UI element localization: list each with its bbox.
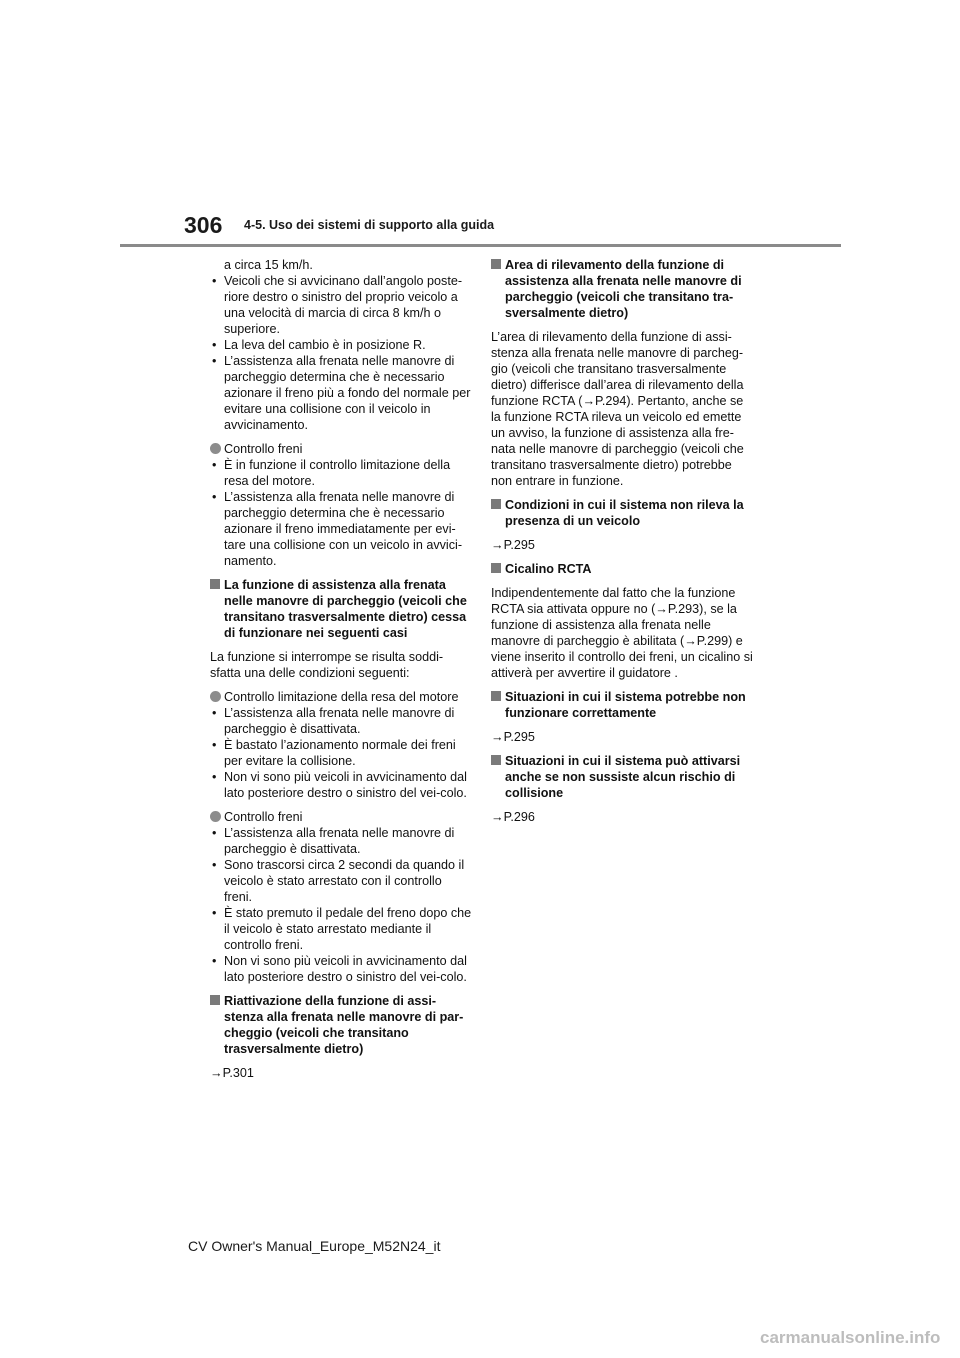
false-activation-heading bbox=[491, 753, 753, 801]
list-item bbox=[210, 905, 472, 953]
reactivation-heading-text: Riattivazione della funzione di assi-stenza alla frenata nelle manovre di par-cheggio (veicoli che transitano trasversalmente dietro) bbox=[224, 994, 464, 1056]
false-activation-heading-text: Situazioni in cui il sistema può attivarsi anche se non sussiste alcun rischio di collisione bbox=[505, 754, 741, 800]
section-title: 4-5. Uso dei sistemi di supporto alla guida bbox=[244, 218, 495, 232]
list-item-text: L’assistenza alla frenata nelle manovre di parcheggio determina che è necessario azionare il freno immediatamente per evi-tare una collisione con un veicolo in avvici-namento. bbox=[224, 490, 463, 568]
page-reference: →P.295 bbox=[491, 730, 535, 744]
buzzer-paragraph: Indipendentemente dal fatto che la funzione RCTA sia attivata oppure no (→P.293), se la funzione di assistenza alla frenata nelle manovre di parcheggio è abilitata (→P.299) e viene inserito il controllo dei freni, un cicalino si attiverà per avvertire il guidatore . bbox=[491, 586, 753, 680]
brake-control-block bbox=[210, 441, 472, 569]
reactivation-heading bbox=[210, 993, 472, 1057]
list-item bbox=[210, 337, 472, 353]
malfunction-heading-text: Situazioni in cui il sistema potrebbe non funzionare correttamente bbox=[505, 690, 746, 720]
square-bullet-icon bbox=[491, 259, 501, 269]
list-item-text: Non vi sono più veicoli in avvicinamento dal lato posteriore destro o sinistro del vei-colo. bbox=[224, 954, 467, 984]
bullet-marker: • bbox=[212, 954, 217, 968]
intro-block bbox=[210, 257, 472, 433]
no-detect-heading bbox=[491, 497, 753, 529]
list-item-text: La leva del cambio è in posizione R. bbox=[224, 338, 426, 352]
bullet-marker: • bbox=[212, 858, 217, 872]
circle-bullet-icon bbox=[210, 691, 221, 702]
stop-heading bbox=[210, 577, 472, 641]
bullet-marker: • bbox=[212, 354, 217, 368]
bullet-marker: • bbox=[212, 458, 217, 472]
bullet-marker: • bbox=[212, 906, 217, 920]
square-bullet-icon bbox=[491, 563, 501, 573]
bullet-marker: • bbox=[212, 826, 217, 840]
list-item bbox=[210, 705, 472, 737]
brake-control-2-text: Controllo freni bbox=[224, 810, 303, 824]
list-item-text: È stato premuto il pedale del freno dopo che il veicolo è stato arrestato mediante il controllo freni. bbox=[224, 906, 472, 952]
circle-bullet-icon bbox=[210, 443, 221, 454]
list-item-text: Non vi sono più veicoli in avvicinamento dal lato posteriore destro o sinistro del vei-colo. bbox=[224, 770, 467, 800]
list-item bbox=[210, 825, 472, 857]
engine-limit-text: Controllo limitazione della resa del motore bbox=[224, 690, 459, 704]
bullet-marker: • bbox=[212, 338, 217, 352]
list-item-text: È in funzione il controllo limitazione della resa del motore. bbox=[224, 458, 451, 488]
detection-paragraph: L’area di rilevamento della funzione di assi-stenza alla frenata nelle manovre di parcheg-gio (veicoli che transitano trasversalmente dietro) differisce dall’area di rilevamento della funzione RCTA (→P.294). Pertanto, anche se la funzione RCTA rileva un veicolo ed emette un avviso, la funzione di assistenza alla fre-nata nelle manovre di parcheggio (veicoli che transitano trasversalmente dietro) potrebbe non entrare in funzione. bbox=[491, 330, 744, 488]
square-bullet-icon bbox=[210, 995, 220, 1005]
list-item bbox=[210, 353, 472, 433]
square-bullet-icon bbox=[491, 755, 501, 765]
brake-control-2-block bbox=[210, 809, 472, 985]
header-rule bbox=[120, 244, 841, 247]
engine-limit-label bbox=[210, 689, 472, 705]
malfunction-heading bbox=[491, 689, 753, 721]
page-number: 306 bbox=[184, 212, 223, 238]
brake-control-label bbox=[210, 441, 472, 457]
list-item bbox=[210, 953, 472, 985]
list-item-text: È bastato l’azionamento normale dei freni per evitare la collisione. bbox=[224, 738, 456, 768]
buzzer-heading-text: Cicalino RCTA bbox=[505, 562, 592, 576]
square-bullet-icon bbox=[491, 499, 501, 509]
list-item-text: L’assistenza alla frenata nelle manovre di parcheggio è disattivata. bbox=[224, 706, 455, 736]
square-bullet-icon bbox=[491, 691, 501, 701]
engine-limit-block bbox=[210, 689, 472, 801]
detection-heading-text: Area di rilevamento della funzione di assistenza alla frenata nelle manovre di parcheggio (veicoli che transitano tra-sversalmente dietro) bbox=[505, 258, 742, 320]
list-item bbox=[210, 769, 472, 801]
list-item bbox=[210, 273, 472, 337]
footer-manual-name: CV Owner's Manual_Europe_M52N24_it bbox=[188, 1238, 441, 1254]
page-reference: →P.296 bbox=[491, 810, 535, 824]
list-item-text: Veicoli che si avvicinano dall’angolo poste-riore destro o sinistro del proprio veicolo a una velocità di marcia di circa 8 km/h o superiore. bbox=[224, 274, 463, 336]
list-item-text: L’assistenza alla frenata nelle manovre di parcheggio è disattivata. bbox=[224, 826, 455, 856]
list-item-text: L’assistenza alla frenata nelle manovre di parcheggio determina che è necessario azionare il freno più a fondo del normale per evitare una collisione con il veicolo in avvicinamento. bbox=[224, 354, 471, 432]
list-item bbox=[210, 489, 472, 569]
circle-bullet-icon bbox=[210, 811, 221, 822]
brake-control-2-label bbox=[210, 809, 472, 825]
stop-heading-text: La funzione di assistenza alla frenata nelle manovre di parcheggio (veicoli che transitano trasversalmente dietro) cessa di funzionare nei seguenti casi bbox=[224, 578, 467, 640]
bullet-marker: • bbox=[212, 274, 217, 288]
bullet-marker: • bbox=[212, 490, 217, 504]
intro-continuation: a circa 15 km/h. bbox=[224, 258, 313, 272]
list-item bbox=[210, 457, 472, 489]
bullet-marker: • bbox=[212, 706, 217, 720]
square-bullet-icon bbox=[210, 579, 220, 589]
no-detect-heading-text: Condizioni in cui il sistema non rileva la presenza di un veicolo bbox=[505, 498, 744, 528]
bullet-marker: • bbox=[212, 738, 217, 752]
watermark: carmanualsonline.info bbox=[760, 1328, 941, 1347]
left-column bbox=[210, 257, 472, 1089]
list-item bbox=[210, 737, 472, 769]
detection-heading bbox=[491, 257, 753, 321]
list-item-text: Sono trascorsi circa 2 secondi da quando il veicolo è stato arrestato con il controllo freni. bbox=[224, 858, 465, 904]
list-item bbox=[210, 857, 472, 905]
page-reference: →P.301 bbox=[210, 1066, 254, 1080]
buzzer-heading bbox=[491, 561, 753, 577]
page-reference: →P.295 bbox=[491, 538, 535, 552]
brake-control-text: Controllo freni bbox=[224, 442, 303, 456]
right-column bbox=[491, 257, 753, 833]
bullet-marker: • bbox=[212, 770, 217, 784]
stop-paragraph: La funzione si interrompe se risulta soddi-sfatta una delle condizioni seguenti: bbox=[210, 650, 444, 680]
